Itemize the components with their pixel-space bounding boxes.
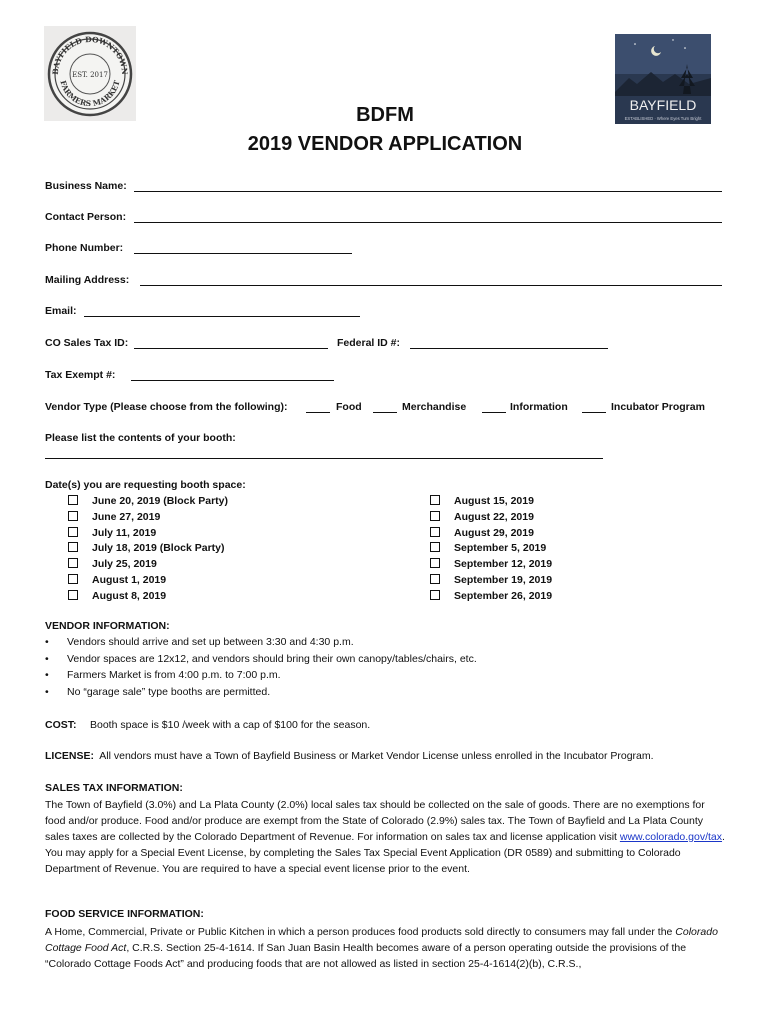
date-option[interactable]: September 26, 2019 [430, 590, 552, 606]
list-item: • Vendors should arrive and set up between 3:30 and 4:30 p.m. [45, 636, 354, 648]
mailing-address-field[interactable] [140, 285, 722, 286]
phone-number-label: Phone Number: [45, 242, 124, 254]
date-option[interactable]: June 20, 2019 (Block Party) [68, 495, 228, 511]
license-paragraph: LICENSE: All vendors must have a Town of Bayfield Business or Market Vendor License unless enrolled in the Incubator Program. [45, 750, 654, 762]
seal-bottom-text: FARMERS MARKET [58, 79, 122, 109]
checkbox-icon[interactable] [68, 574, 78, 584]
dates-heading: Date(s) you are requesting booth space: [45, 479, 246, 491]
checkbox-icon[interactable] [68, 590, 78, 600]
contact-person-field[interactable] [134, 222, 722, 223]
checkbox-icon[interactable] [68, 495, 78, 505]
checkbox-icon[interactable] [430, 495, 440, 505]
contact-person-label: Contact Person: [45, 211, 127, 223]
vendor-information-heading: VENDOR INFORMATION: [45, 620, 170, 632]
license-text: All vendors must have a Town of Bayfield Business or Market Vendor License unless enrolled in the Incubator Program. [99, 750, 654, 762]
federal-id-field[interactable] [410, 348, 608, 349]
list-item: • No “garage sale” type booths are permitted. [45, 685, 271, 698]
food-service-paragraph: A Home, Commercial, Private or Public Kitchen in which a person produces food products sold directly to consumers may fall under the Colorado Cottage Food Act, C.R.S. Section 25-4-1614. If San Juan Basin Health becomes aware of a person operating outside the provisions of the “Colorado Cottage Foods Act” and producing foods that are not allowed as listed in section 25-4-1614(2)(b), C.R.S., [45, 926, 718, 970]
date-option[interactable]: September 5, 2019 [430, 542, 552, 558]
date-option[interactable]: July 18, 2019 (Block Party) [68, 542, 228, 558]
vendor-food-blank[interactable] [306, 412, 330, 413]
seal-top-text: BAYFIELD DOWNTOWN [50, 34, 130, 75]
vendor-food-label: Food [336, 401, 362, 413]
checkbox-icon[interactable] [68, 511, 78, 521]
dates-left-column [68, 495, 228, 606]
checkbox-icon[interactable] [430, 542, 440, 552]
vendor-type-label: Vendor Type (Please choose from the following): [45, 401, 288, 413]
checkbox-icon[interactable] [430, 527, 440, 537]
date-option[interactable]: August 29, 2019 [430, 527, 552, 543]
dates-right-column [430, 495, 552, 606]
checkbox-icon[interactable] [430, 558, 440, 568]
vendor-information-list [45, 636, 477, 702]
checkbox-icon[interactable] [430, 590, 440, 600]
food-service-heading: FOOD SERVICE INFORMATION: [45, 908, 204, 920]
vendor-incubator-label: Incubator Program [611, 401, 705, 413]
email-label: Email: [45, 305, 77, 317]
sales-tax-heading: SALES TAX INFORMATION: [45, 782, 183, 794]
list-item: • Vendor spaces are 12x12, and vendors should bring their own canopy/tables/chairs, etc. [45, 652, 477, 665]
vendor-merchandise-blank[interactable] [373, 412, 397, 413]
business-name-field[interactable] [134, 191, 722, 192]
business-name-label: Business Name: [45, 180, 127, 192]
checkbox-icon[interactable] [68, 527, 78, 537]
tax-exempt-field[interactable] [131, 380, 334, 381]
title-bdfm: BDFM [356, 104, 414, 126]
title-vendor-application: 2019 VENDOR APPLICATION [247, 133, 523, 155]
logo-name: BAYFIELD [629, 97, 697, 113]
seal-est-text: EST. 2017 [72, 71, 108, 79]
booth-contents-label: Please list the contents of your booth: [45, 432, 236, 444]
federal-id-label: Federal ID #: [337, 337, 401, 349]
date-option[interactable]: September 19, 2019 [430, 574, 552, 590]
checkbox-icon[interactable] [68, 558, 78, 568]
checkbox-icon[interactable] [430, 511, 440, 521]
vendor-merchandise-label: Merchandise [402, 401, 467, 413]
checkbox-icon[interactable] [68, 542, 78, 552]
tax-exempt-label: Tax Exempt #: [45, 369, 116, 381]
mailing-address-label: Mailing Address: [45, 274, 130, 286]
booth-contents-field[interactable] [45, 458, 603, 459]
co-sales-tax-label: CO Sales Tax ID: [45, 337, 129, 349]
cottage-food-act: Colorado Cottage Food Act [45, 926, 718, 954]
vendor-information-blank[interactable] [482, 412, 506, 413]
list-item: • Farmers Market is from 4:00 p.m. to 7:00 p.m. [45, 669, 281, 681]
cost-text: Booth space is $10 /week with a cap of $100 for the season. [90, 719, 371, 731]
co-sales-tax-field[interactable] [134, 348, 328, 349]
checkbox-icon[interactable] [430, 574, 440, 584]
date-option[interactable]: June 27, 2019 [68, 511, 228, 527]
date-option[interactable]: September 12, 2019 [430, 558, 552, 574]
license-label: LICENSE [45, 750, 91, 762]
vendor-incubator-blank[interactable] [582, 412, 606, 413]
colorado-tax-link[interactable]: www.colorado.gov/tax [619, 831, 723, 843]
date-option[interactable]: August 22, 2019 [430, 511, 552, 527]
sales-tax-paragraph: The Town of Bayfield (3.0%) and La Plata County (2.0%) local sales tax should be collected on the sale of goods. There are no exemptions for food and/or produce. Food and/or produce are exempt from the State of Colorado (2.9%) sales tax. The Town of Bayfield and La Plata County sales taxes are collected by the Colorado Department of Revenue. For information on sales tax and license application visit www.colorado.gov/tax. You may apply for a Special Event License, by completing the Sales Tax Special Event Application (DR 0589) and submitting to Colorado Department of Revenue. You are required to have a special event license prior to the event. [45, 799, 725, 875]
date-option[interactable]: July 11, 2019 [68, 527, 228, 543]
phone-number-field[interactable] [134, 253, 352, 254]
vendor-information-label: Information [510, 401, 568, 413]
date-option[interactable]: August 1, 2019 [68, 574, 228, 590]
cost-label: COST: [45, 719, 77, 731]
logo-tagline: ESTABLISHED · Where Eyes Turn Bright [624, 116, 702, 121]
date-option[interactable]: July 25, 2019 [68, 558, 228, 574]
email-field[interactable] [84, 316, 360, 317]
date-option[interactable]: August 15, 2019 [430, 495, 552, 511]
date-option[interactable]: August 8, 2019 [68, 590, 228, 606]
